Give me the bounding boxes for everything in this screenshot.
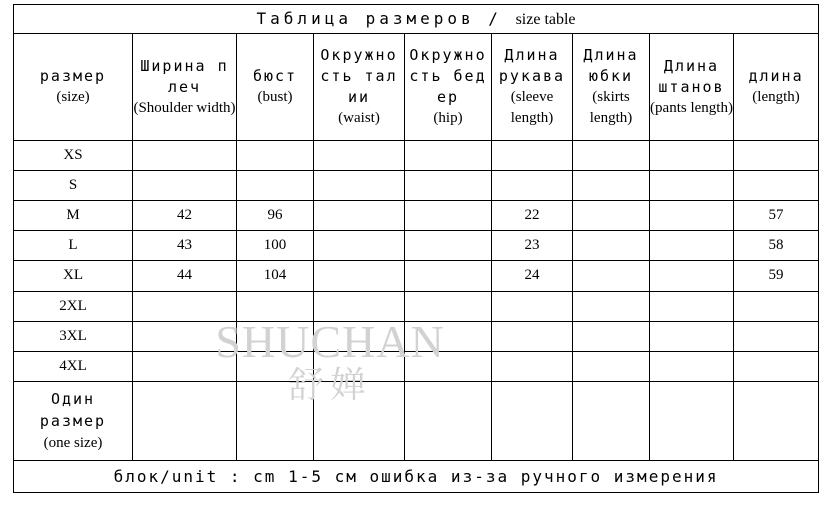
header-label-ru: размер bbox=[39, 67, 107, 86]
header-sleeve bbox=[492, 34, 573, 141]
skirt-value bbox=[573, 231, 650, 261]
pants-value bbox=[650, 201, 734, 231]
sleeve-value: 22 bbox=[492, 201, 573, 231]
waist-value bbox=[314, 231, 405, 261]
waist-value bbox=[314, 291, 405, 321]
sleeve-value bbox=[492, 321, 573, 351]
pants-value bbox=[650, 291, 734, 321]
size-label: 3XL bbox=[14, 321, 133, 351]
size-label: L bbox=[14, 231, 133, 261]
sleeve-value bbox=[492, 141, 573, 171]
header-label-ru: Длина штанов bbox=[658, 56, 725, 96]
header-label-en: (Shoulder width) bbox=[133, 99, 236, 116]
waist-value bbox=[314, 141, 405, 171]
table-footer-note: блок/unit : cm 1-5 см ошибка из-за ручного измерения bbox=[14, 460, 819, 492]
hip-value bbox=[405, 201, 492, 231]
header-length bbox=[734, 34, 819, 141]
shoulder-value: 42 bbox=[133, 201, 237, 231]
sleeve-value bbox=[492, 171, 573, 201]
sleeve-value bbox=[492, 291, 573, 321]
skirt-value bbox=[573, 171, 650, 201]
size-label: M bbox=[14, 201, 133, 231]
header-label-ru: бюст bbox=[252, 67, 298, 86]
header-shoulder bbox=[133, 34, 237, 141]
header-label-ru: Ширина плеч bbox=[140, 56, 229, 96]
shoulder-value bbox=[133, 321, 237, 351]
length-value bbox=[734, 171, 819, 201]
bust-value bbox=[237, 171, 314, 201]
skirt-value bbox=[573, 201, 650, 231]
length-value bbox=[734, 321, 819, 351]
header-label-en: (hip) bbox=[433, 110, 463, 127]
header-label-en: (length) bbox=[752, 89, 800, 106]
watermark-text-en: SHUCHAN bbox=[215, 316, 445, 367]
hip-value bbox=[405, 321, 492, 351]
one-size-sleeve bbox=[492, 381, 573, 460]
one-size-shoulder bbox=[133, 381, 237, 460]
table-title-separator: / bbox=[474, 9, 516, 29]
hip-value bbox=[405, 351, 492, 381]
size-label: XL bbox=[14, 261, 133, 291]
header-label-ru: Окружность бедер bbox=[409, 46, 487, 107]
bust-value bbox=[237, 321, 314, 351]
waist-value bbox=[314, 321, 405, 351]
sleeve-value: 24 bbox=[492, 261, 573, 291]
one-size-label bbox=[14, 381, 133, 460]
pants-value bbox=[650, 171, 734, 201]
header-label-en: (sleeve length) bbox=[510, 89, 554, 127]
header-waist bbox=[314, 34, 405, 141]
sleeve-value: 23 bbox=[492, 231, 573, 261]
watermark-text-cn: 舒婵 bbox=[287, 365, 372, 406]
waist-value bbox=[314, 261, 405, 291]
one-size-length bbox=[734, 381, 819, 460]
hip-value bbox=[405, 171, 492, 201]
title-row bbox=[14, 5, 819, 34]
table-row bbox=[14, 321, 819, 351]
header-label-ru: Длина рукава bbox=[498, 46, 566, 86]
table-row bbox=[14, 261, 819, 291]
size-label: S bbox=[14, 171, 133, 201]
pants-value bbox=[650, 141, 734, 171]
size-label: 4XL bbox=[14, 351, 133, 381]
waist-value bbox=[314, 171, 405, 201]
shoulder-value: 44 bbox=[133, 261, 237, 291]
header-label-ru: Длина юбки bbox=[583, 46, 639, 86]
length-value bbox=[734, 351, 819, 381]
length-value: 58 bbox=[734, 231, 819, 261]
footer-row bbox=[14, 460, 819, 492]
hip-value bbox=[405, 231, 492, 261]
length-value: 59 bbox=[734, 261, 819, 291]
waist-value bbox=[314, 351, 405, 381]
bust-value: 100 bbox=[237, 231, 314, 261]
table-row bbox=[14, 201, 819, 231]
header-bust bbox=[237, 34, 314, 141]
skirt-value bbox=[573, 321, 650, 351]
one-size-label-en: (one size) bbox=[43, 434, 103, 451]
header-row bbox=[14, 34, 819, 141]
bust-value: 96 bbox=[237, 201, 314, 231]
shoulder-value bbox=[133, 141, 237, 171]
length-value: 57 bbox=[734, 201, 819, 231]
table-row bbox=[14, 351, 819, 381]
pants-value bbox=[650, 321, 734, 351]
one-size-pants bbox=[650, 381, 734, 460]
header-skirt bbox=[573, 34, 650, 141]
one-size-hip bbox=[405, 381, 492, 460]
shoulder-value bbox=[133, 351, 237, 381]
shoulder-value bbox=[133, 291, 237, 321]
table-title-ru: Таблица размеров bbox=[256, 9, 475, 29]
skirt-value bbox=[573, 261, 650, 291]
skirt-value bbox=[573, 141, 650, 171]
hip-value bbox=[405, 141, 492, 171]
size-label: 2XL bbox=[14, 291, 133, 321]
header-label-ru: Окружность талии bbox=[320, 46, 398, 107]
bust-value: 104 bbox=[237, 261, 314, 291]
one-size-bust bbox=[237, 381, 314, 460]
sleeve-value bbox=[492, 351, 573, 381]
header-label-en: (pants length) bbox=[650, 99, 733, 116]
table-row bbox=[14, 291, 819, 321]
bust-value bbox=[237, 141, 314, 171]
header-label-en: (size) bbox=[56, 89, 90, 106]
table-row bbox=[14, 171, 819, 201]
header-label-ru: длина bbox=[748, 67, 804, 86]
bust-value bbox=[237, 291, 314, 321]
one-size-row bbox=[14, 381, 819, 460]
pants-value bbox=[650, 351, 734, 381]
shoulder-value bbox=[133, 171, 237, 201]
bust-value bbox=[237, 351, 314, 381]
table-title bbox=[14, 5, 819, 34]
size-table bbox=[13, 4, 819, 493]
shoulder-value: 43 bbox=[133, 231, 237, 261]
skirt-value bbox=[573, 351, 650, 381]
pants-value bbox=[650, 231, 734, 261]
one-size-skirt bbox=[573, 381, 650, 460]
table-row bbox=[14, 141, 819, 171]
size-label: XS bbox=[14, 141, 133, 171]
skirt-value bbox=[573, 291, 650, 321]
table-title-en: size table bbox=[515, 11, 576, 29]
header-label-en: (waist) bbox=[338, 110, 380, 127]
table-row bbox=[14, 231, 819, 261]
hip-value bbox=[405, 291, 492, 321]
length-value bbox=[734, 141, 819, 171]
header-label-en: (skirts length) bbox=[589, 89, 633, 127]
header-pants bbox=[650, 34, 734, 141]
one-size-label-ru: Один размер bbox=[39, 389, 107, 430]
one-size-waist bbox=[314, 381, 405, 460]
header-hip bbox=[405, 34, 492, 141]
length-value bbox=[734, 291, 819, 321]
size-table-frame bbox=[13, 4, 818, 493]
waist-value bbox=[314, 201, 405, 231]
header-label-en: (bust) bbox=[257, 89, 293, 106]
header-size bbox=[14, 34, 133, 141]
pants-value bbox=[650, 261, 734, 291]
hip-value bbox=[405, 261, 492, 291]
